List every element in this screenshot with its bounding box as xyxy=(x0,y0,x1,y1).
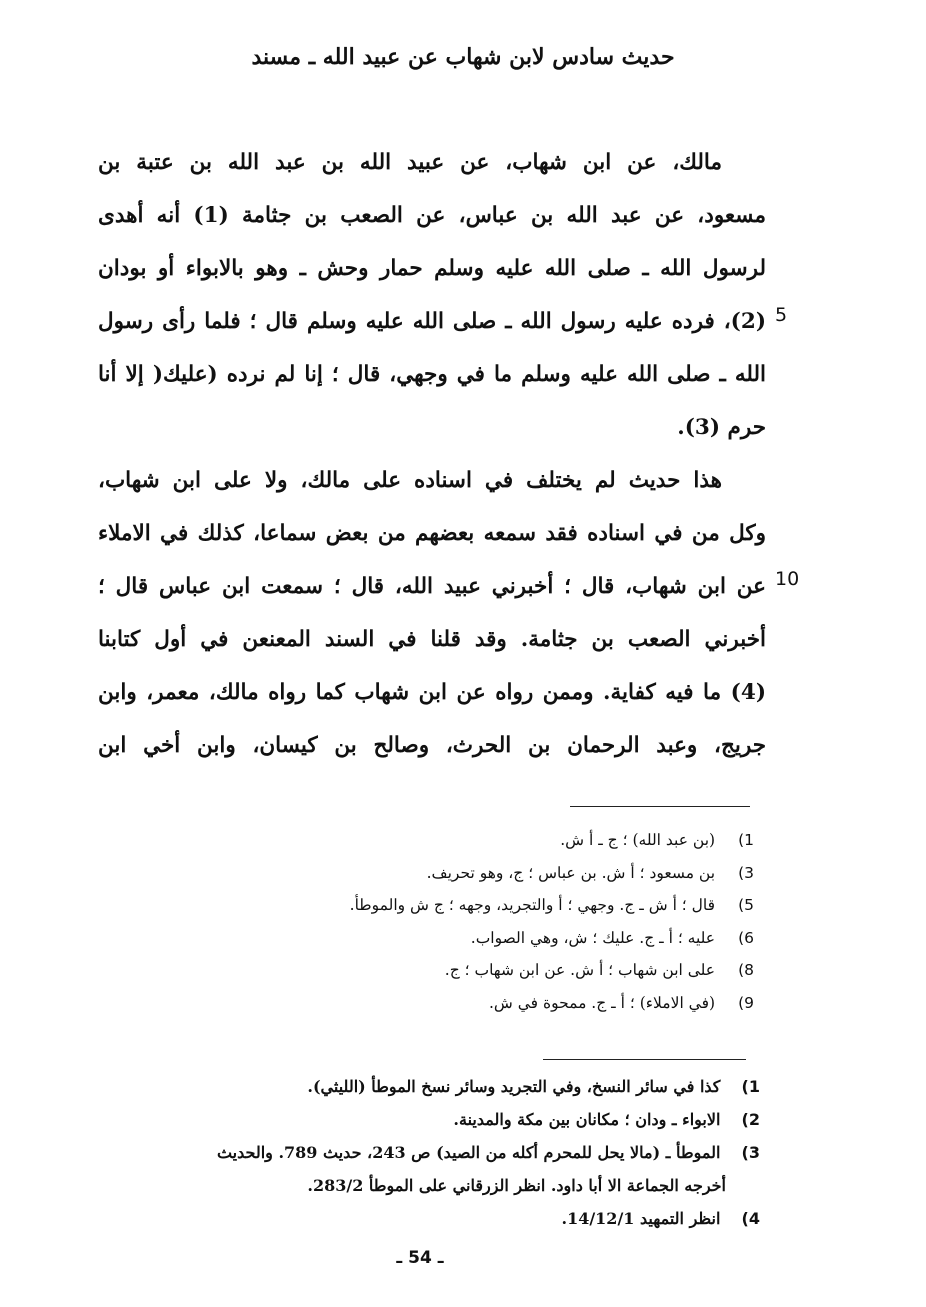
text-line: وكل من في اسناده فقد سمعه بعضهم من بعض سماعا، كذلك في الاملاء xyxy=(98,521,766,546)
footnote xyxy=(96,1136,760,1202)
text-line: عن ابن شهاب، قال ؛ أخبرني عبيد الله، قال ؛ سمعت ابن عباس قال ؛ xyxy=(98,574,766,599)
text-line: مالك، عن ابن شهاب، عن عبيد الله بن عبد الله بن عتبة بن xyxy=(98,150,722,175)
note-text: قال ؛ أ ش ـ ج. وجهي ؛ أ والتجريد، وجهه ؛ ج ش والموطأ. xyxy=(349,896,716,914)
text-line: حرم (3). xyxy=(677,415,766,440)
note-text: (في الاملاء) ؛ أ ـ ج. ممحوة في ش. xyxy=(488,993,716,1012)
note-text: بن مسعود ؛ أ ش. بن عباس ؛ ج، وهو تحريف. xyxy=(426,863,716,882)
text-line: مسعود، عن عبد الله بن عباس، عن الصعب بن جثامة (1) أنه أهدى xyxy=(98,203,766,228)
footnote-text: كذا في سائر النسخ، وفي التجريد وسائر نسخ الموطأ (الليثي). xyxy=(307,1077,721,1096)
note-number: 5) xyxy=(738,896,754,914)
footnote xyxy=(96,1103,760,1136)
text-line: هذا حديث لم يختلف في اسناده على مالك، ولا على ابن شهاب، xyxy=(98,468,722,493)
note-number: 3) xyxy=(738,863,754,882)
text-line: الله ـ صلى الله عليه وسلم ما في وجهي، قال ؛ إنا لم نرده (عليك( إلا أنا xyxy=(98,362,766,387)
variant-note xyxy=(350,922,754,955)
text-line: (2)، فرده عليه رسول الله ـ صلى الله عليه وسلم قال ؛ فلما رأى رسول xyxy=(98,309,766,334)
note-number: 1) xyxy=(738,831,754,849)
footnote-continuation: أخرجه الجماعة الا أبا داود. انظر الزرقاني على الموطأ 283/2. xyxy=(307,1176,726,1195)
footnotes xyxy=(96,1070,760,1235)
page-title: حديث سادس لابن شهاب عن عبيد الله ـ مسند xyxy=(251,44,675,70)
note-text: (بن عبد الله) ؛ ج ـ أ ش. xyxy=(560,831,716,849)
variant-note xyxy=(350,987,754,1020)
footnote-text: انظر التمهيد 14/12/1. xyxy=(561,1209,721,1228)
note-text: على ابن شهاب ؛ أ ش. عن ابن شهاب ؛ ج. xyxy=(444,961,716,979)
footnote-number: 1) xyxy=(741,1077,760,1096)
page-number: ـ 54 ـ xyxy=(396,1248,444,1268)
note-number: 9) xyxy=(738,993,754,1012)
notes-divider xyxy=(570,806,750,807)
variant-note xyxy=(350,954,754,987)
footnote-number: 4) xyxy=(741,1209,760,1228)
footnote-number: 2) xyxy=(741,1110,760,1129)
main-text xyxy=(98,136,766,772)
footnote-number: 3) xyxy=(741,1143,760,1162)
text-line: لرسول الله ـ صلى الله عليه وسلم حمار وحش ـ وهو بالابواء أو بودان xyxy=(98,256,766,281)
text-line: جريج، وعبد الرحمان بن الحرث، وصالح بن كيسان، وابن أخي ابن xyxy=(98,733,766,758)
variant-note xyxy=(350,857,754,890)
note-text: عليه ؛ أ ـ ج. عليك ؛ ش، وهي الصواب. xyxy=(470,928,716,947)
footnote xyxy=(96,1202,760,1235)
variant-note xyxy=(350,824,754,857)
text-line: (4) ما فيه كفاية. وممن رواه عن ابن شهاب كما رواه مالك، معمر، وابن xyxy=(98,680,766,705)
text-line: أخبرني الصعب بن جثامة. وقد قلنا في السند المعنعن في أول كتابنا xyxy=(98,627,766,652)
footnotes-divider xyxy=(543,1059,746,1060)
footnote-text: الابواء ـ ودان ؛ مكانان بين مكة والمدينة. xyxy=(453,1110,721,1129)
note-number: 8) xyxy=(738,961,754,979)
variant-notes xyxy=(350,824,754,1019)
variant-note xyxy=(350,889,754,922)
footnote xyxy=(96,1070,760,1103)
line-number: 5 xyxy=(775,304,788,326)
note-number: 6) xyxy=(738,928,754,947)
footnote-text: الموطأ ـ (مالا يحل للمحرم أكله من الصيد) ص 243، حديث 789. والحديث xyxy=(216,1143,721,1162)
line-number: 10 xyxy=(775,568,800,590)
